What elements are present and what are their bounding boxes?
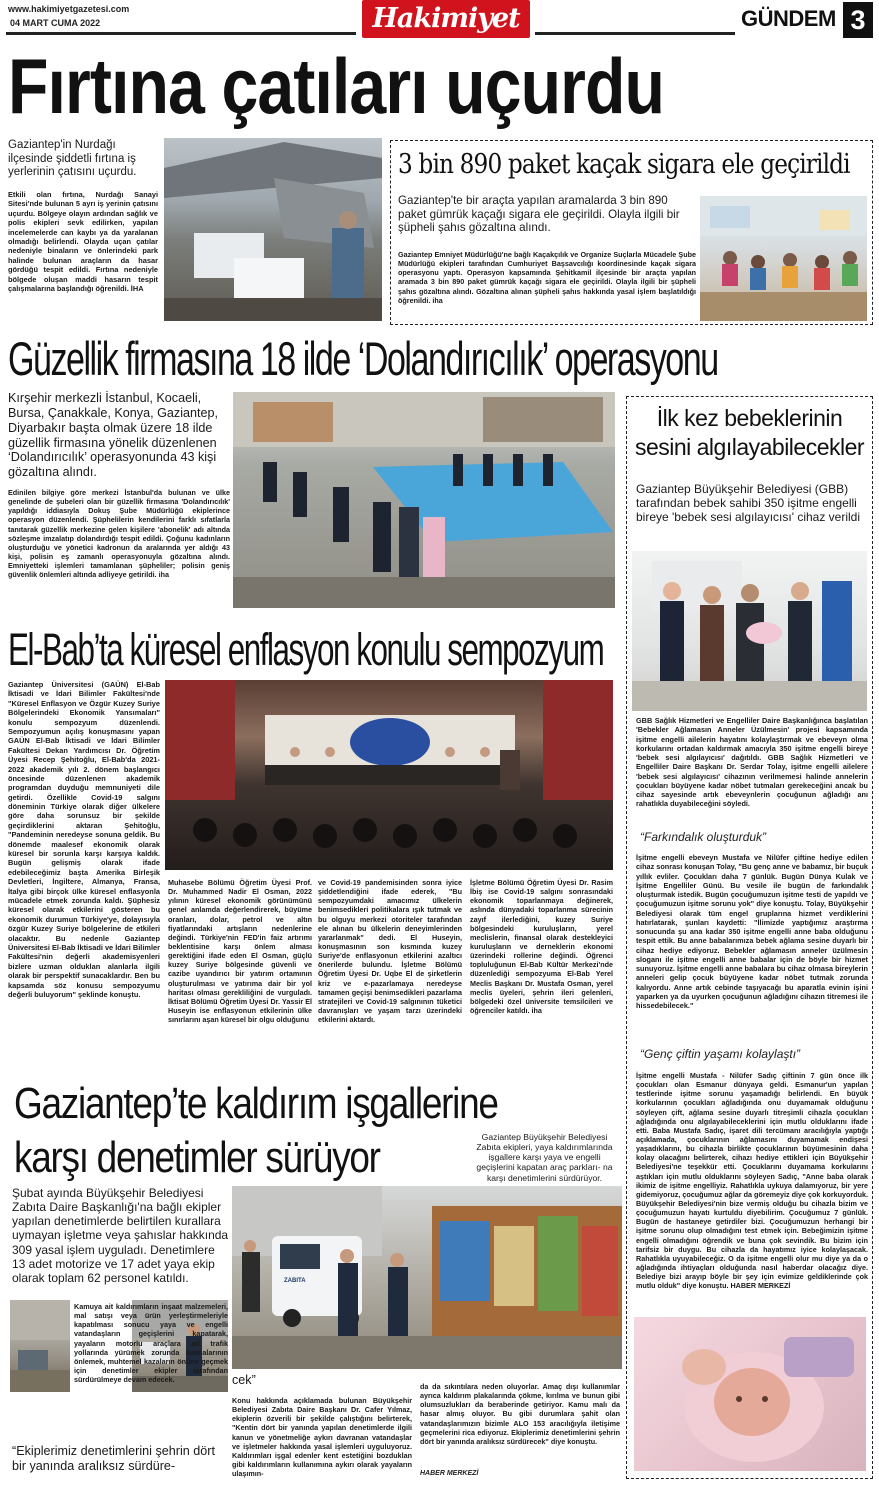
baby-sound-body2: İşitme engelli ebeveyn Mustafa ve Nilüfer çiftine hediye edilen cihaz sonrası konuşan Tolay, "Bu genç anne ve babamız, bir buçuk yıllık evliler. Çocukları daha 7 günlük. Bugün Dünya Kulak ve İşitme Engelliler Günü. Bu vesile ile bugün de farkındalık oluşturmak istedik. Bugün çocuğumuzun işitme testi de yapıldı ve çocuğumuzun işitme sorunu yok" diye konuştu. Tolay, Büyükşehir Belediyesi olarak tüm engel gruplarına hizmet verdiklerini hatırlatarak, şunları kaydetti: "İlimizde yaptığımız araştırma sonucunda şu ana kadar 350 işitme engelli anne baba olduğunu tespit ettik. Bu anne babalarımıza bebek ağlama sesine duyarlı bir cihaz hediye ediyoruz. Bebekler ağlamasın anneler üzülmesin sloganı ile işitme engelli anne babalar için de böyle bir hizmet sunuyoruz. İşitme engelli anne babalara bu cihaz olmasa bireylerin anneleri gelip çocuk büyüyene kadar nöbet tutmak zorunda kalıyordu. Anne artık cebinde taşıyacağı bu aparatla evinin işini yaparken ya da uyurken çocuğunun ağladığını cihazın titremesi ile hissedebilecek." xyxy=(636,853,868,1011)
sidewalk-deck: Gaziantep Büyükşehir Belediyesi Zabıta ekipleri, yaya kaldırımlarında işgallere karşı yaya ve engelli geçişlerini kapatan araç parkları- na karşı denetimlerini sürdürüyor. xyxy=(476,1132,613,1183)
baby-sound-body3: İşitme engelli Mustafa - Nilüfer Sadıç çiftinin 7 gün önce ilk çocukları olan Esmanur dünyaya geldi. Esmanur'un yapılan testlerinde işitme sorunu yaşamadığı belirlendi. En büyük korkularının çocukları ağladığında onu duyamamak olduğunu söyleyen çift, ağlama sesine duyarlı titreşimli cihazla çocukları ağladığında onu algılayabileceklerini için mutlu olduklarını ifade etti. Baba Mustafa Sadıç, işaret dili tercümanı aracılığıyla yaptığı açıklamada, çocuklarının ağlamasını duyamamak endişesi yaşadıklarını, bu cihazla birlikte çocuklarının büyümesinin daha kolay olacağını belirterek, cihazı hediye ettikleri için Büyükşehir Belediyesi'ne teşekkür etti. Çocuklarını duyamama korkularını aştıkları için mutlu olduklarını söyleyen Sadıç, "Anne baba olarak ikimiz de işitme engelliyiz. Rahatlıkla uykuya dalamıyoruz, bir yere gidemiyoruz, çocuğumuz ağlar da göremeyiz diye çok korkuyorduk. Büyükşehir Belediyesi'nin bize vermiş olduğu bu cihazla bizim ve çocuğumuzun hayatı kurtuldu diyebilirim. Çocuğumuz 7 günlük. Bugün de hastaneye getirdiler bizi. Çocuğumuzun herhangi bir işitme sorunu olup olmadığını test etmek için. Bebeğimizin işitme engelli olmadığını öğrendik ve buna çok sevindik. Bu bizim için tarifsiz bir duygu. Bu cihazla da hayatımız iyice kolaylaşacak. Rahatlıkla uyuyabileceğiz. O da işitme engelli olur mu diye ya da o ağladığında ihtiyaçları olduğunda nasıl haberdar olacağız diye. Belediye bizi arayıp böyle bir şey için evimize geldiklerinde çok mutlu olduk" diye konuştu. HABER MERKEZİ xyxy=(636,1071,868,1291)
logo xyxy=(362,0,530,38)
sidewalk-col3: da da sıkıntılara neden oluyorlar. Amaç dışı kullanımlar ayrıca kaldırım plakalarında çökme, kırılma ve bunun gibi olumsuzlukları da beraberinde getiriyor. Kamu malı da hasar almış oluyor. Bu gibi durumlara şahit olan vatandaşlarımızın bizimle ALO 153 aracılığıyla iletişime geçmelerini rica ediyoruz. Ekiplerimiz denetimlerini şehrin dört bir yanında aralıksız sürdürecek" diye konuştu. xyxy=(420,1382,620,1446)
fraud-body: Edinilen bilgiye göre merkezi İstanbul'da bulunan ve ülke genelinde de şubeleri olan bir güzellik firmasına 'Dolandırıcılık' yapıldığı iddiasıyla Dokuş Şube Müdürlüğü ekiplerince operasyon düzenlendi. Şüphelilerin kendilerini farklı sıfatlarla tanıtarak güzellik merkezine gelen kişilere 'abonelik' adı altında sözleşme imzalatıp dolandırdığı tespit edildi. Çoğunu kadınların oluşturduğu ve yönetici kadronun da aralarında yer aldığı 43 kişi, polisin eş zamanlı operasyonuyla gözaltına alındı. Emniyetteki işlemleri tamamlanan şüpheliler; polisin geniş güvenlik önlemleri altında adliyeye getirildi. iha xyxy=(8,488,230,580)
ceremony-photo xyxy=(632,551,867,711)
headline-symposium: El-Bab’ta küresel enflasyon konulu sempozyum xyxy=(8,625,604,676)
storm-body: Etkili olan fırtına, Nurdağı Sanayi Sitesi'nde bulunan 5 ayrı iş yerinin çatısını uçurdu. Bölgeye olayın ardından sağlık ve polis ekipleri sevk edilirken, yapılan incelemelerde can kaybı ya da yaralanan olmadığı belirlendi. Olayda uçan çatılar nedeniyle binaların ve önlerindeki park halinde bulunan araçların da hasar gördüğü tespit edildi. Fırtına nedeniyle bölgede oluşan maddi hasarın tespit çalışmalarına başlandığı öğrenildi. İHA xyxy=(8,190,158,293)
sidewalk-quote-end: cek” xyxy=(232,1373,256,1387)
symposium-col3: ve Covid-19 pandemisinden sonra iyice şiddetlendiğini ifade ederek, "Bu sempozyumdaki amacımız ülkelerin benimsedikleri politikalara ışık tutmak ve bu olguyu merkezi otoriteler tarafından ele alınan bu ülkelerin deneyimlerinden yararlanmak" dedi. El Huseyin, konuşmasının son kısmında kuzey Suriye'de enflasyonun etkilerini azaltıcı önerilerde bulundu. İşletme Bölümü Öğretim Üyesi Dr. Uqbe El de şirketlerin kriz ve e-pazarlamaya neredeyse tamamen geçişi benimsedikleri pazarlama stratejileri ve Covid-19 salgınının tüketici davranışları ve yaşam tarzı üzerindeki etkilerini aktardı. xyxy=(318,878,462,1025)
headline-baby-sound xyxy=(630,404,869,462)
zabita-van-photo xyxy=(232,1186,622,1369)
headline-storm: Fırtına çatıları uçurdu xyxy=(8,43,665,131)
police-operation-art xyxy=(233,392,615,608)
subhead-awareness: “Farkındalık oluşturduk” xyxy=(640,830,767,844)
logo-text: Hakimiyet xyxy=(372,3,520,34)
baby-photo-art xyxy=(634,1317,866,1471)
headline-sidewalk-line1: Gaziantep’te kaldırım işgallerine xyxy=(14,1079,498,1128)
zabita-van-label: ZABITA xyxy=(284,1278,306,1284)
symposium-col1: Gaziantep Üniversitesi (GAÜN) El-Bab İktisadi ve İdari Bilimler Fakültesi'nde "Küresel Enflasyon ve Özgür Kuzey Suriye Bölgelerindeki Ekonomik Yansımaları" konulu sempozyum düzenlendi. Sempozyumun açılış konuşmasını yapan GAÜN El-Bab İktisadi ve İdari Bilimler Fakültesi Dekan Yardımcısı Dr. Öğretim Üyesi Recep Şehitoğlu, El-Bab'da 2021-2022 akademik yılı 2. dönem başlangıcı öncesinde düzenlenen akademik programdan duyduğu memnuniyeti dile getirdi. Özellikle Covid-19 salgını döneminin Türkiye olarak diğer ülkelere göre daha sorunsuz bir şekilde geçirdiklerini aktaran Şehitoğlu, "Pandeminin neredeyse sonuna geldik. Bu dönemde maalesef ekonomik olarak küresel bir sorunla karşı karşıya kaldık. Bugün gelişmiş olarak ifade edebileceğimiz başta Amerika Birleşik Devletleri, İngiltere, Almanya, Fransa, İtalya gibi birçok ülke küresel enflasyonla mücadele etmek zorunda kaldı. Şüphesiz küresel olarak etkilerini gösteren bu ekonomik durumun Türkiye'ye, dolayısıyla özgür Kuzey Suriye bölgelerine de etkileri olacaktır. Bu nedenle Gaziantep Üniversitesi El-Bab İktisadi ve İdari Bilimler Fakültesi'nin değerli akademisyenleri bizlere uzman olduklan alanlarla ilgili olarak bir perspektif sunacaklardır. Ben bu kapsamda söz konusu sempozyumu değerli buluyorum" şeklinde konuştu. xyxy=(8,680,160,999)
issue-date: 04 MART CUMA 2022 xyxy=(10,18,101,28)
symposium-photo xyxy=(165,680,613,870)
fraud-lead: Kırşehir merkezli İstanbul, Kocaeli, Bursa, Çanakkale, Konya, Gaziantep, Diyarbakır başta olmak üzere 18 ilde güzellik firmasına yönelik düzenlenen ‘Dolandırıcılık’ operasyonunda 43 kişi gözaltına alındı. xyxy=(8,391,219,480)
cigarette-body: Gaziantep Emniyet Müdürlüğü'ne bağlı Kaçakçılık ve Organize Suçlarla Mücadele Şube Müdürlüğü ekipleri tarafından Cumhuriyet Başsavcılığı koordinesinde kaçak sigara operasyonu yaptı. Operasyon kapsamında Şehitkamil ilçesinde bir araçta yapılan aramada 3 bin 890 paket gümrük kaçağı sigara ele geçirildi. Olayla ilgili bir şüpheli şahıs gözaltına alındı. Gözaltına alınan şüpheli şahıs hakkında yasal işlem başlatıldığı öğrenildi. iha xyxy=(398,250,696,305)
ceremony-photo-art xyxy=(632,551,867,711)
headline-cigarette: 3 bin 890 paket kaçak sigara ele geçirildi xyxy=(398,149,850,180)
website: www.hakimiyetgazetesi.com xyxy=(8,4,130,14)
sidewalk-quote xyxy=(12,1444,228,1474)
headline-fraud: Güzellik firmasına 18 ilde ‘Dolandırıcılık’ operasyonu xyxy=(8,332,718,386)
storm-lead: Gaziantep'in Nurdağı ilçesinde şiddetli fırtına iş yerlerinin çatısını uçurdu. xyxy=(8,139,137,179)
symposium-col4: İşletme Bölümü Öğretim Üyesi Dr. Rasim İbiş ise Covid-19 salgını sonrasındaki ekonomik toparlanmaya değinerek, aslında dünyadaki toparlanma sürecinin zayıf ilerlediğini, kuzey Suriye bölgesindeki kuruluşların, yerel meclislerin, finansal olarak destekleyici kuruluşların ve derneklerin ekonomi üzerindeki rollerine değindi. Öğrenci topluluğunun El-Bab Kültür Merkezi'nde düzenlediği sempozyuma El-Bab Yerel Meclis Başkanı Dr. Mustafa Osman, yerel meclis üyeleri, şehrin ileri gelenleri, bölgedeki özel üniversite temsilcileri ve öğrenciler katıldı. iha xyxy=(470,878,613,1015)
baby-sound-body1: GBB Sağlık Hizmetleri ve Engelliler Daire Başkanlığınca başlatılan 'Bebekler Ağlamasın Anneler Üzülmesin' projesi kapsamında işitme engelli ailelerin hayatını kolaylaştırmak ve ebeveyn olma korkularını ortadan kaldırmak amacıyla 350 işitme engelli bireye 'bebek sesi algılayıcısı' dağıtıldı. GBB Sağlık Hizmetleri ve Engelliler Daire Başkanı Dr. Serdar Tolay, işitme engelli ailelere 'bebek sesi algılayıcısı' cihazının verilmemesi halinde annelerin çocukları büyüyene kadar nöbet tutmaları gerekeceğini ancak bu cihaz sayesinde artık ebeveynlerin çocuğunun ağladığı anı rahatlıkla duyabileceğini söyledi. xyxy=(636,716,868,809)
page-number-badge xyxy=(843,2,873,38)
headline-baby-sound-text: İlk kez bebeklerinin sesini algılayabilecekler xyxy=(634,405,865,460)
storm-photo xyxy=(164,138,382,321)
symposium-photo-art xyxy=(165,680,613,870)
sidewalk-photo-caption: Kamuya ait kaldırımların inşaat malzemeleri, mal satışı veya ürün yerleştirmeleriyle kapatılması sonucu yaya ve engelli vatandaşların geçişlerini kapatarak, yayaların motorlu araçlara ait trafik yollarında yürümek zorunda kalmalarının önlemek, muhtemel kazaların önüne geçmek için denetimler ekipler tarafından sürdürülmeye devam edecek. xyxy=(74,1302,228,1385)
classroom-photo-art xyxy=(700,196,867,321)
page-number: 3 xyxy=(850,5,866,35)
sidewalk-signature: HABER MERKEZİ xyxy=(420,1470,479,1477)
symposium-col2: Muhasebe Bölümü Öğretim Üyesi Prof. Dr. Muhammed Nadir El Osman, 2022 yılının küresel ekonomik görünümünü genel anlamda değerlendirerek, büyüme oranları, dolar, petrol ve altın fiyatlarındaki artışların nedenlerine değindi. Türkiye'nin FED'in faiz artırımı beklentisine karşı önlem alması gerektiğini ifade eden El Osman, güçlü kuzey Suriye bölgesinde güvenli ve cazibe uyandırıcı bir yatırım ortamının oluşturulması ve yatırıma dair bir yol haritası olması gerekliliğini de vurguladı. İktisat Bölümü Öğretim Üyesi Dr. Yassir El Huseyin ise enflasyonun etkilerinin ülke sınırlarını aşan küresel bir olgu olduğunu xyxy=(168,878,312,1025)
police-operation-photo xyxy=(233,392,615,608)
baby-sound-lead: Gaziantep Büyükşehir Belediyesi (GBB) tarafından bebek sahibi 350 işitme engelli bireye 'bebek sesi algılayıcısı' cihaz verildi xyxy=(636,482,861,525)
baby-hearing-test-photo xyxy=(634,1317,866,1471)
cigarette-lead: Gaziantep'te bir araçta yapılan aramalarda 3 bin 890 paket gümrük kaçağı sigara ele geçirildi. Olayla ilgili bir şüpheli şahıs gözaltına alındı. xyxy=(398,194,680,235)
sidewalk-col2: Konu hakkında açıklamada bulunan Büyükşehir Belediyesi Zabıta Daire Başkanı Dr. Cafer Yılmaz, ekiplerin özverili bir şekilde çalıştığını belirterek, "Kentin dört bir yanında yapılan denetimlerde ilgili kanun ve yönetmeliğe aykırı davranan vatandaşlar ve işletmeler hakkında yasal işlemleri uyguluyoruz. Kaldırımları işgal edenler kent estetiğini bozduklan gibi kaldırımların kullanımına aykırı olarak yayaların ulaşımın- xyxy=(232,1396,412,1479)
subhead-young-couple: “Genç çiftin yaşamı kolaylaştı” xyxy=(640,1047,801,1061)
storm-photo-art xyxy=(164,138,382,321)
classroom-photo xyxy=(700,196,867,321)
sidewalk-lead: Şubat ayında Büyükşehir Belediyesi Zabıta Daire Başkanlığı'na bağlı ekipler yapılan denetimlerde belirtilen kurallara uymayan işletme veya şahıslar hakkında 309 yasal işlem uyguladı. Denetimlere 13 adet motorize ve 17 adet yaya ekip olarak toplam 62 personel katıldı. xyxy=(12,1186,229,1285)
section-name: GÜNDEM xyxy=(741,6,836,31)
sidewalk-quote-text: “Ekiplerimiz denetimlerini şehrin dört bir yanında aralıksız sürdüre- xyxy=(12,1444,215,1474)
headline-sidewalk-line2: karşı denetimler sürüyor xyxy=(14,1133,380,1182)
